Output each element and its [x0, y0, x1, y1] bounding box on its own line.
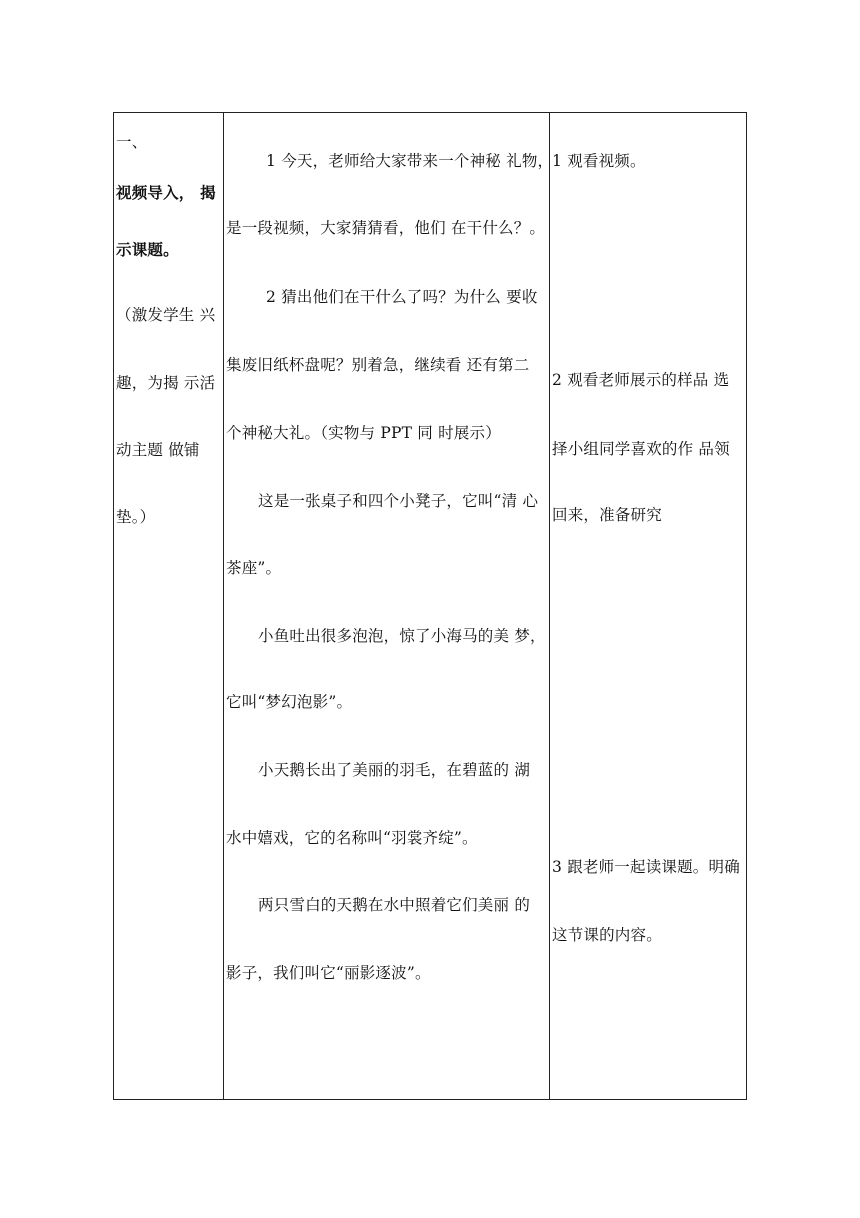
work-3-line-2: 水中嬉戏，它的名称叫“羽裳齐绽”。: [226, 829, 478, 847]
column-divider-1: [223, 113, 224, 1099]
purpose-line-4: 垫。）: [116, 508, 156, 526]
purpose-line-1: （激发学生 兴: [116, 306, 216, 324]
work-3-line-1: 小天鹅长出了美丽的羽毛，在碧蓝的 湖: [258, 761, 531, 779]
teacher-step-2-line-3: 个神秘大礼。（实物与 PPT 同 时展示）: [226, 424, 501, 442]
student-step-2-line-2: 择小组同学喜欢的作 品领: [552, 440, 730, 458]
teacher-step-2-line-1: 2 猜出他们在干什么了吗？为什么 要收: [266, 288, 538, 306]
section-number: 一、: [116, 133, 148, 151]
purpose-line-3: 动主题 做铺: [116, 441, 200, 459]
student-step-2-line-1: 2 观看老师展示的样品 选: [552, 371, 730, 389]
teacher-step-2-line-2: 集废旧纸杯盘呢？别着急，继续看 还有第二: [226, 356, 530, 374]
student-step-1: 1 观看视频。: [552, 152, 646, 170]
work-2-line-1: 小鱼吐出很多泡泡，惊了小海马的美 梦，: [258, 627, 546, 645]
purpose-line-2: 趣，为揭 示活: [116, 374, 216, 392]
column-divider-2: [549, 113, 550, 1099]
section-title-line-2: 示课题。: [116, 240, 179, 259]
teacher-step-1-line-1: 1 今天，老师给大家带来一个神秘 礼物，: [266, 152, 554, 170]
lesson-table: [113, 112, 747, 1100]
work-1-line-1: 这是一张桌子和四个小凳子，它叫“清 心: [258, 492, 539, 510]
student-step-3-line-2: 这节课的内容。: [552, 926, 662, 944]
student-step-2-line-3: 回来，准备研究: [552, 506, 662, 524]
work-4-line-2: 影子，我们叫它“丽影逐波”。: [226, 964, 431, 982]
teacher-step-1-line-2: 是一段视频，大家猜猜看，他们 在干什么？。: [226, 219, 546, 237]
work-1-line-2: 茶座”。: [226, 559, 282, 577]
work-4-line-1: 两只雪白的天鹅在水中照着它们美丽 的: [258, 896, 531, 914]
student-step-3-line-1: 3 跟老师一起读课题。明确: [552, 858, 740, 876]
work-2-line-2: 它叫“梦幻泡影”。: [226, 693, 353, 711]
section-title-line-1: 视频导入， 揭: [116, 183, 216, 202]
